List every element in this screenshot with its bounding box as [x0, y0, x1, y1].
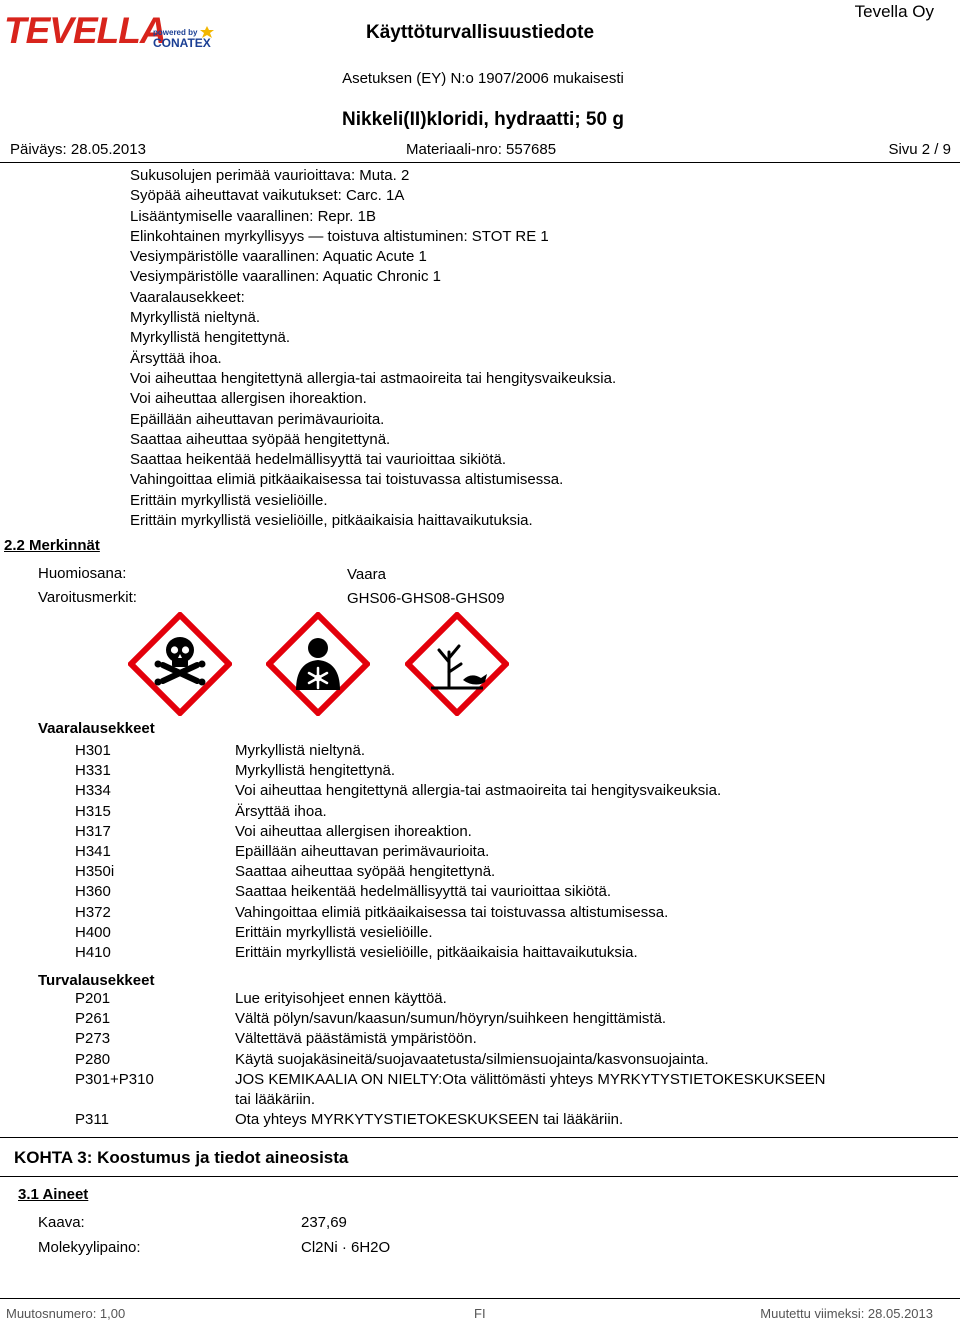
hazard-text: Erittäin myrkyllistä vesieliöille, pitkäaikaisia haittavaikutuksia.	[235, 943, 638, 961]
list-item: Vahingoittaa elimiä pitkäaikaisessa tai toistuvassa altistumisessa.	[130, 471, 564, 489]
hazard-texts	[235, 741, 721, 963]
hazard-code: H301	[75, 742, 111, 759]
classification-list	[130, 166, 616, 531]
precaution-code: P273	[75, 1030, 111, 1048]
hazard-code: H331	[75, 762, 111, 780]
precaution-text: Vältä pölyn/savun/kaasun/sumun/höyryn/suihkeen hengittämistä.	[235, 1010, 667, 1028]
precaution-code: P261	[75, 1010, 111, 1028]
hazard-codes	[75, 741, 114, 963]
precaution-code: P311	[75, 1111, 109, 1129]
hazard-heading: Vaaralausekkeet	[38, 720, 155, 737]
hazard-code: H341	[75, 842, 111, 860]
last-updated: Muutettu viimeksi: 28.05.2013	[760, 1306, 933, 1321]
hazard-code: H317	[75, 822, 111, 840]
precaution-text: Käytä suojakäsineitä/suojavaatetusta/silmiensuojainta/kasvonsuojainta.	[235, 1050, 709, 1068]
list-item: Vesiympäristölle vaarallinen: Aquatic Chronic 1	[130, 268, 441, 286]
hazard-code: H400	[75, 923, 111, 941]
formula-value: 237,69	[301, 1214, 347, 1231]
hazard-text: Voi aiheuttaa allergisen ihoreaktion.	[235, 822, 472, 840]
list-item: Voi aiheuttaa hengitettynä allergia-tai astmaoireita tai hengitysvaikeuksia.	[130, 369, 617, 387]
precaution-text: Vältettävä päästämistä ympäristöön.	[235, 1030, 477, 1048]
precaution-heading: Turvalausekkeet	[38, 972, 155, 989]
section-3-1-heading: 3.1 Aineet	[18, 1186, 89, 1203]
list-item: Vaaralausekkeet:	[130, 288, 245, 306]
health-hazard-icon	[266, 612, 370, 716]
material-number: Materiaali-nro: 557685	[406, 141, 557, 158]
hazard-text: Myrkyllistä hengitettynä.	[235, 762, 396, 780]
hazard-text: Voi aiheuttaa hengitettynä allergia-tai astmaoireita tai hengitysvaikeuksia.	[235, 782, 722, 800]
precaution-text: Lue erityisohjeet ennen käyttöä.	[235, 990, 447, 1007]
list-item: Myrkyllistä hengitettynä.	[130, 329, 291, 347]
formula-label: Kaava:	[38, 1214, 85, 1231]
list-item: Sukusolujen perimää vaurioittava: Muta. 2	[130, 167, 410, 184]
list-item: Lisääntymiselle vaarallinen: Repr. 1B	[130, 207, 376, 225]
logo-text: TEVELLA	[4, 10, 166, 51]
precaution-texts	[235, 989, 825, 1130]
precaution-text: Ota yhteys MYRKYTYSTIETOKESKUKSEEN tai lääkäriin.	[235, 1111, 624, 1129]
list-item: Saattaa aiheuttaa syöpää hengitettynä.	[130, 430, 391, 448]
molecular-weight-value: Cl2Ni · 6H2O	[301, 1239, 391, 1256]
list-item: Erittäin myrkyllistä vesieliöille.	[130, 491, 328, 509]
list-item: Erittäin myrkyllistä vesieliöille, pitkäaikaisia haittavaikutuksia.	[130, 512, 533, 530]
precaution-code: P201	[75, 990, 111, 1007]
hazard-text: Saattaa aiheuttaa syöpää hengitettynä.	[235, 863, 496, 881]
hazard-code: H360	[75, 883, 111, 901]
hazard-code: H372	[75, 903, 111, 921]
list-item: Ärsyttää ihoa.	[130, 349, 222, 367]
environment-icon	[405, 612, 509, 716]
date: Päiväys: 28.05.2013	[10, 141, 146, 158]
section-heading-labelling: 2.2 Merkinnät	[4, 537, 100, 554]
logo-brand: CONATEX	[153, 36, 211, 50]
signal-word-label: Huomiosana:	[38, 565, 127, 582]
hazard-text: Erittäin myrkyllistä vesieliöille.	[235, 923, 433, 941]
molecular-weight-label: Molekyylipaino:	[38, 1239, 141, 1256]
list-item: Myrkyllistä nieltynä.	[130, 309, 261, 327]
company-name: Tevella Oy	[854, 2, 934, 21]
signal-word-value: Vaara	[347, 566, 386, 583]
hazard-code: H410	[75, 943, 111, 961]
precaution-code: P301+P310	[75, 1070, 154, 1088]
list-item: Voi aiheuttaa allergisen ihoreaktion.	[130, 390, 367, 408]
list-item: Elinkohtainen myrkyllisyys — toistuva altistuminen: STOT RE 1	[130, 227, 549, 245]
list-item: Vesiympäristölle vaarallinen: Aquatic Acute 1	[130, 248, 427, 266]
skull-crossbones-icon	[128, 612, 232, 716]
hazard-text: Saattaa heikentää hedelmällisyyttä tai vaurioittaa sikiötä.	[235, 883, 612, 901]
section-3-title: KOHTA 3: Koostumus ja tiedot aineosista	[14, 1148, 349, 1167]
hazard-text: Ärsyttää ihoa.	[235, 802, 327, 820]
symbols-value: GHS06-GHS08-GHS09	[347, 590, 505, 607]
hazard-code: H350i	[75, 863, 115, 881]
hazard-code: H334	[75, 782, 111, 800]
revision-number: Muutosnumero: 1,00	[6, 1306, 126, 1321]
list-item: Syöpää aiheuttavat vaikutukset: Carc. 1A	[130, 187, 405, 205]
list-item: Epäillään aiheuttavan perimävaurioita.	[130, 410, 385, 428]
precaution-text: JOS KEMIKAALIA ON NIELTY:Ota välittömästi yhteys MYRKYTYSTIETOKESKUKSEEN	[235, 1070, 826, 1088]
hazard-text: Epäillään aiheuttavan perimävaurioita.	[235, 842, 490, 860]
footer-divider	[0, 1298, 960, 1299]
hazard-code: H315	[75, 802, 111, 820]
logo-sub: powered by	[153, 28, 198, 37]
precaution-code: P280	[75, 1050, 111, 1068]
product-name: Nikkeli(II)kloridi, hydraatti; 50 g	[342, 109, 624, 130]
document-title: Käyttöturvallisuustiedote	[365, 22, 595, 43]
hazard-text: Vahingoittaa elimiä pitkäaikaisessa tai toistuvassa altistumisessa.	[235, 903, 669, 921]
precaution-text-cont: tai lääkäriin.	[235, 1090, 316, 1108]
hazard-text: Myrkyllistä nieltynä.	[235, 742, 366, 759]
header-divider	[0, 162, 960, 163]
regulation: Asetuksen (EY) N:o 1907/2006 mukaisesti	[342, 70, 624, 87]
symbols-label: Varoitusmerkit:	[38, 589, 137, 606]
page-number: Sivu 2 / 9	[888, 141, 951, 158]
list-item: Saattaa heikentää hedelmällisyyttä tai vaurioittaa sikiötä.	[130, 451, 507, 469]
language-code: FI	[474, 1306, 486, 1321]
precaution-codes	[75, 989, 154, 1130]
